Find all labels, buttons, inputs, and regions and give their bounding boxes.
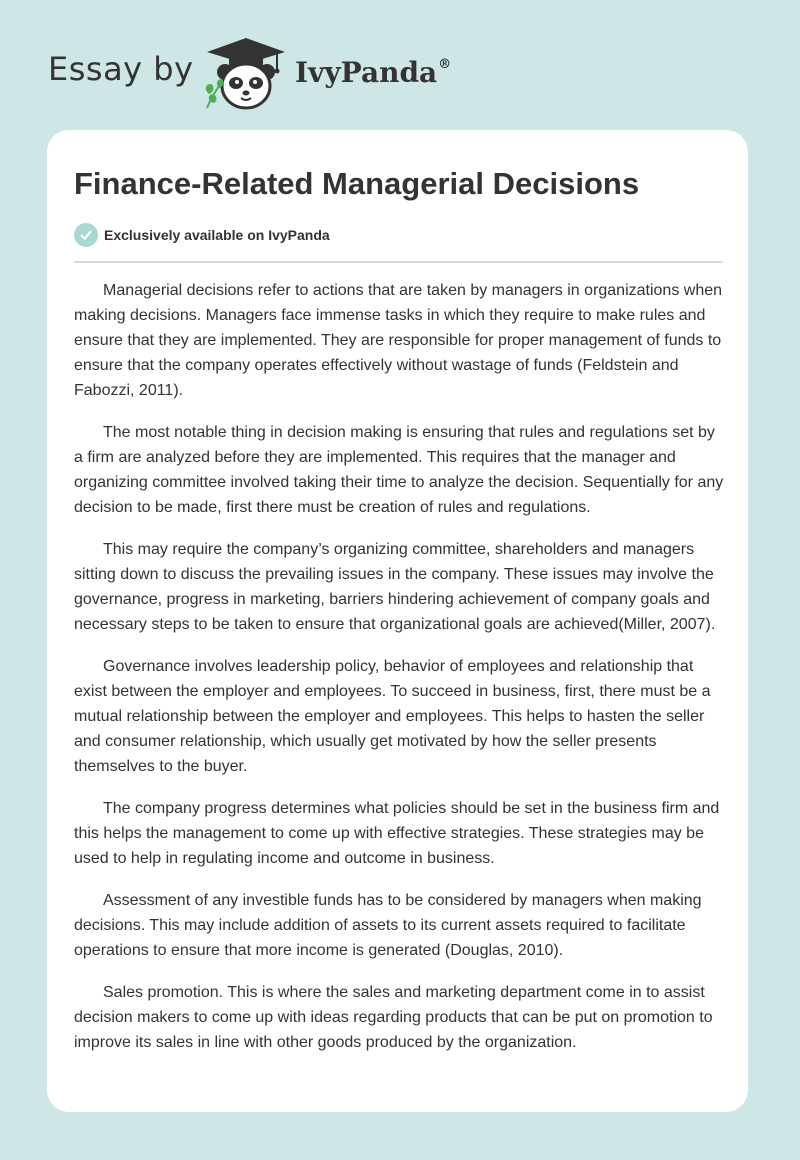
brand-name[interactable] [295,56,451,89]
essay-card [47,130,748,1112]
essay-body [74,278,726,1072]
essay-by-label: Essay by [48,50,194,88]
divider [74,261,723,263]
paragraph: The most notable thing in decision making is ensuring that rules and regulations set by a firm are analyzed before they are implemented. This requires that the manager and organizing committee involved taking their time to analyze the decision. Sequentially for any decision to be made, first there must be creation of rules and regulations. [74,424,724,516]
panda-graduate-icon[interactable] [203,36,289,112]
paragraph: The company progress determines what policies should be set in the business firm and this helps the management to come up with effective strategies. These strategies may be used to help in regulating income and outcome in business. [74,800,720,867]
check-circle-icon [74,223,98,247]
site-header [48,30,468,110]
paragraph: Assessment of any investible funds has to be considered by managers when making decisions. This may include addition of assets to its current assets required to facilitate operations to ensure that more income is generated (Douglas, 2010). [74,892,702,959]
essay-title: Finance-Related Managerial Decisions [74,166,640,201]
exclusive-badge [74,222,330,248]
exclusive-badge-label: Exclusively available on IvyPanda [104,227,330,243]
paragraph: Sales promotion. This is where the sales and marketing department come in to assist decision makers to come up with ideas regarding products that can be put on promotion to improve its sales in line with other goods produced by the organization. [74,984,713,1051]
registered-mark: ® [438,57,452,72]
paragraph: This may require the company’s organizing committee, shareholders and managers sitting down to discuss the prevailing issues in the company. These issues may involve the governance, progress in marketing, barriers hindering achievement of company goals and necessary steps to be taken to ensure that organizational goals are achieved(Miller, 2007). [74,541,716,633]
brand-name-text: IvyPanda [295,56,438,89]
paragraph: Governance involves leadership policy, behavior of employees and relationship that exist between the employer and employees. To succeed in business, first, there must be a mutual relationship between the employer and employees. This helps to hasten the seller and consumer relationship, which usually get motivated by how the seller presents themselves to the buyer. [74,658,711,775]
paragraph: Managerial decisions refer to actions that are taken by managers in organizations when making decisions. Managers face immense tasks in which they require to make rules and ensure that they are implemented. They are responsible for proper management of funds to ensure that the company operates effectively without wastage of funds (Feldstein and Fabozzi, 2011). [74,282,723,399]
